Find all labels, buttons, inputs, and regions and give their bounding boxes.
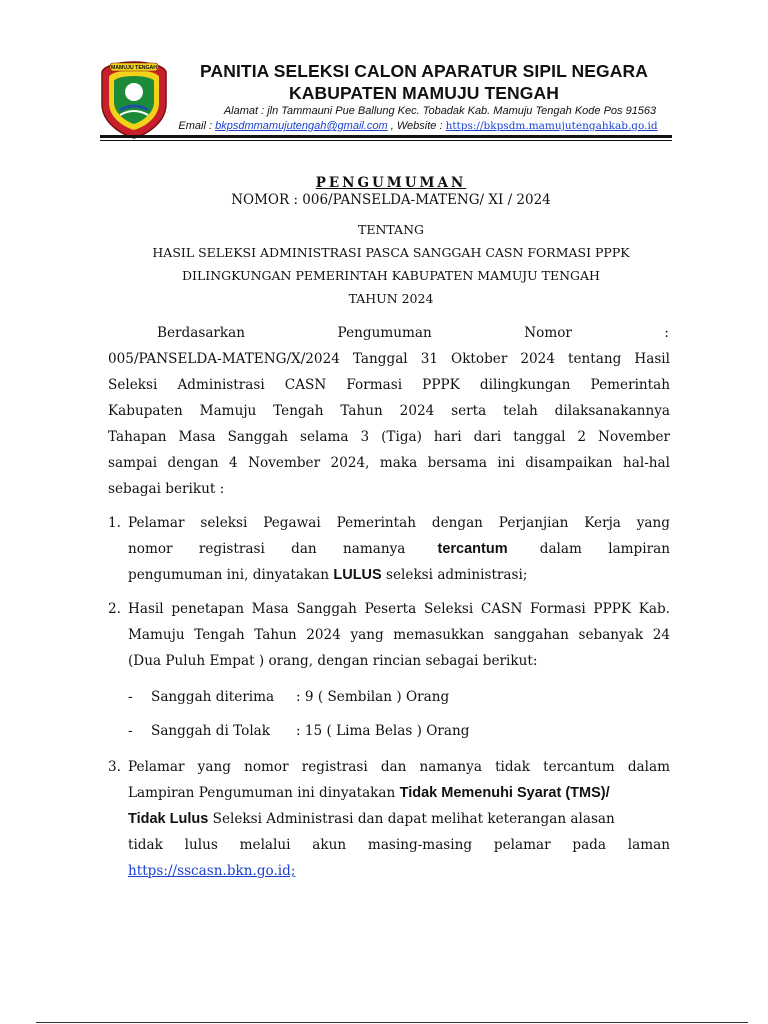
item-1-line-3-b: seleksi administrasi;: [386, 567, 528, 583]
intro-word-2: Pengumuman: [337, 325, 432, 341]
tentang-label: TENTANG: [357, 222, 424, 237]
item-3-line-3-b: Seleksi Administrasi dan dapat melihat keterangan alasan: [212, 811, 615, 827]
intro-line-3: Seleksi Administrasi CASN Formasi PPPK dilingkungan Pemerintah: [108, 377, 670, 393]
subject-line-3: TAHUN 2024: [348, 291, 434, 306]
sscasn-link-text[interactable]: https://sscasn.bkn.go.id;: [128, 863, 296, 879]
intro-line-2: 005/PANSELDA-MATENG/X/2024 Tanggal 31 Oktober 2024 tentang Hasil: [108, 351, 670, 367]
item-2-line-3: (Dua Puluh Empat ) orang, dengan rincian sebagai berikut:: [128, 653, 538, 669]
sub-item-label: Sanggah diterima: [151, 689, 275, 705]
item-2-number: 2.: [108, 601, 121, 617]
intro-word-4: :: [664, 325, 669, 341]
letterhead-title-line2: KABUPATEN MAMUJU TENGAH: [289, 83, 559, 103]
email-label: Email :: [178, 120, 213, 132]
item-1-line-2: [128, 536, 670, 562]
item-1-line-3-a: pengumuman ini, dinyatakan: [128, 567, 330, 583]
intro-line-1: [157, 320, 669, 346]
item-1-number: 1.: [108, 515, 121, 531]
intro-line-5: Tahapan Masa Sanggah selama 3 (Tiga) hari dari tanggal 2 November: [108, 429, 670, 445]
announcement-number: NOMOR : 006/PANSELDA-MATENG/ XI / 2024: [231, 192, 551, 208]
intro-line-4: Kabupaten Mamuju Tengah Tahun 2024 serta telah dilaksanakannya: [108, 403, 670, 419]
intro-word-1: Berdasarkan: [157, 325, 246, 341]
letterhead-contact: [148, 120, 688, 132]
item-1-line-3: [128, 562, 670, 588]
intro-line-6: sampai dengan 4 November 2024, maka bersama ini disampaikan hal-hal: [108, 455, 670, 471]
sub-item-value: : 15 ( Lima Belas ) Orang: [296, 723, 470, 739]
item-2-line-2: Mamuju Tengah Tahun 2024 yang memasukkan sanggahan sebanyak 24: [128, 627, 670, 643]
sscasn-link[interactable]: [128, 858, 295, 884]
intro-line-7: sebagai berikut :: [108, 481, 225, 497]
page-bottom-rule: [36, 1022, 748, 1023]
item-3-tms: Tidak Memenuhi Syarat (TMS)/: [399, 785, 610, 801]
letterhead-rule-thick: [100, 135, 672, 138]
email-link[interactable]: bkpsdmmamujutengah@gmail.com: [215, 120, 388, 132]
item-1-line-1: Pelamar seleksi Pegawai Pemerintah dengan Perjanjian Kerja yang: [128, 515, 670, 531]
item-3-tidak-lulus: Tidak Lulus: [128, 811, 209, 827]
letterhead-title-line1: PANITIA SELEKSI CALON APARATUR SIPIL NEGARA: [200, 61, 648, 81]
letterhead-address: Alamat : jln Tammauni Pue Ballung Kec. Tobadak Kab. Mamuju Tengah Kode Pos 91563: [223, 105, 657, 117]
intro-word-3: Nomor: [524, 325, 572, 341]
announcement-title: PENGUMUMAN: [315, 175, 467, 191]
item-1-tercantum: tercantum: [437, 541, 508, 557]
subject-line-1: HASIL SELEKSI ADMINISTRASI PASCA SANGGAH CASN FORMASI PPPK: [152, 245, 630, 260]
logo-text: MAMUJU TENGAH: [110, 65, 158, 72]
letterhead-rule-thin: [100, 140, 672, 141]
sub-item-dash: -: [128, 723, 133, 739]
item-3-number: 3.: [108, 759, 121, 775]
sub-item-label: Sanggah di Tolak: [151, 723, 271, 739]
website-label: , Website :: [390, 120, 443, 132]
sub-item-dash: -: [128, 689, 133, 705]
sub-item-value: : 9 ( Sembilan ) Orang: [296, 689, 450, 705]
item-1-lulus: LULUS: [333, 567, 382, 583]
item-3-line-1: Pelamar yang nomor registrasi dan namanya tidak tercantum dalam: [128, 759, 670, 775]
item-1-line-2-a: nomor registrasi dan namanya: [128, 541, 406, 557]
item-3-line-3: [128, 806, 670, 832]
item-3-line-2: [128, 780, 670, 806]
item-2-line-1: Hasil penetapan Masa Sanggah Peserta Seleksi CASN Formasi PPPK Kab.: [128, 601, 670, 617]
subject-line-2: DILINGKUNGAN PEMERINTAH KABUPATEN MAMUJU TENGAH: [182, 268, 600, 283]
item-3-line-2-a: Lampiran Pengumuman ini dinyatakan: [128, 785, 396, 801]
item-3-line-4: tidak lulus melalui akun masing-masing pelamar pada laman: [128, 837, 670, 853]
website-link[interactable]: https://bkpsdm.mamujutengahkab.go.id: [445, 120, 658, 132]
item-1-line-2-b: dalam lampiran: [539, 541, 670, 557]
